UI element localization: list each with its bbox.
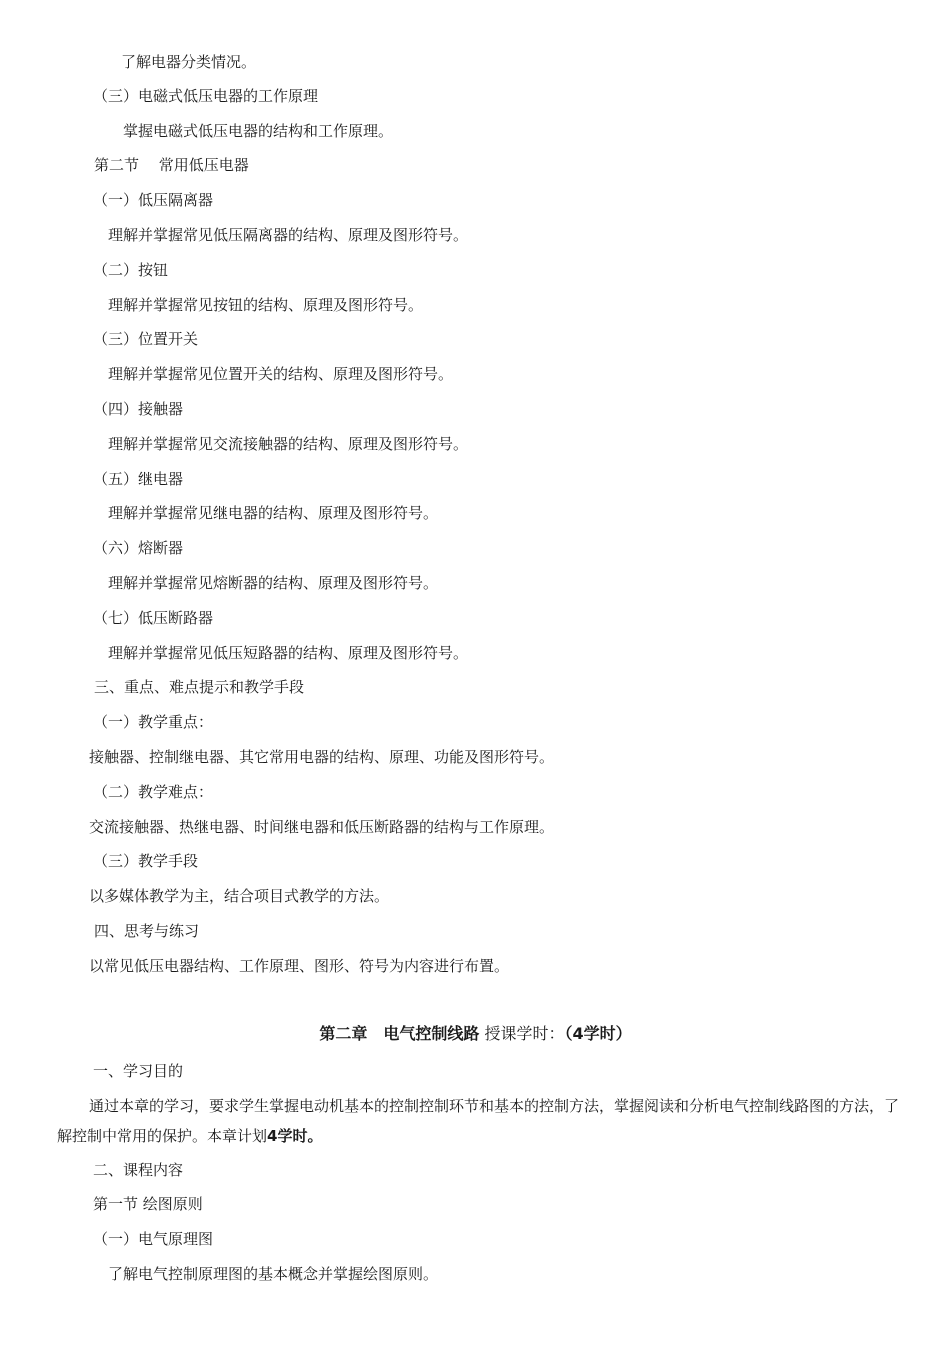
text-line: 理解并掌握常见交流接触器的结构、原理及图形符号。 — [108, 435, 469, 453]
heading-line: （七）低压断路器 — [93, 609, 214, 627]
chapter-hours-value: （4学时） — [564, 1024, 632, 1043]
section-heading: 三、重点、难点提示和教学手段 — [94, 678, 305, 696]
chapter-name: 第二章 电气控制线路 — [319, 1024, 480, 1043]
text-line: 了解电器分类情况。 — [121, 53, 257, 71]
heading-line: （三）教学手段 — [93, 852, 199, 870]
heading-line: （一）教学重点： — [93, 713, 214, 731]
text-line: 以常见低压电器结构、工作原理、图形、符号为内容进行布置。 — [89, 957, 510, 975]
section-heading: 一、学习目的 — [93, 1062, 184, 1080]
study-goal-paragraph — [57, 1091, 903, 1151]
section-heading: 第二节 常用低压电器 — [94, 156, 249, 174]
text-line: 掌握电磁式低压电器的结构和工作原理。 — [123, 122, 394, 140]
text-line: 理解并掌握常见低压短路器的结构、原理及图形符号。 — [108, 644, 469, 662]
section-heading: 四、思考与练习 — [94, 922, 200, 940]
chapter-hours-label: 授课学时： — [484, 1024, 565, 1043]
text-line: 理解并掌握常见熔断器的结构、原理及图形符号。 — [108, 574, 439, 592]
text-line: 以多媒体教学为主，结合项目式教学的方法。 — [89, 887, 390, 905]
heading-line: （五）继电器 — [93, 470, 184, 488]
text-line: 理解并掌握常见继电器的结构、原理及图形符号。 — [108, 504, 439, 522]
study-goal-text: 通过本章的学习，要求学生掌握电动机基本的控制控制环节和基本的控制方法，掌握阅读和分析电气控制线路图的方法，了解控制中常用的保护。本章计划 — [57, 1097, 900, 1145]
heading-line: （三）电磁式低压电器的工作原理 — [93, 87, 319, 105]
study-goal-hours: 4学时。 — [267, 1127, 323, 1145]
chapter-title — [0, 1022, 951, 1046]
heading-line: （二）按钮 — [93, 261, 169, 279]
text-line: 理解并掌握常见按钮的结构、原理及图形符号。 — [108, 296, 424, 314]
heading-line: （二）教学难点： — [93, 783, 214, 801]
heading-line: （一）低压隔离器 — [93, 191, 214, 209]
text-line: 理解并掌握常见低压隔离器的结构、原理及图形符号。 — [108, 226, 469, 244]
text-line: 交流接触器、热继电器、时间继电器和低压断路器的结构与工作原理。 — [89, 818, 555, 836]
text-line: 理解并掌握常见位置开关的结构、原理及图形符号。 — [108, 365, 454, 383]
section-heading: 第一节 绘图原则 — [93, 1195, 203, 1213]
text-line: 接触器、控制继电器、其它常用电器的结构、原理、功能及图形符号。 — [89, 748, 555, 766]
section-heading: 二、课程内容 — [93, 1161, 184, 1179]
heading-line: （六）熔断器 — [93, 539, 184, 557]
heading-line: （一）电气原理图 — [93, 1230, 214, 1248]
text-line: 了解电气控制原理图的基本概念并掌握绘图原则。 — [108, 1265, 439, 1283]
heading-line: （四）接触器 — [93, 400, 184, 418]
heading-line: （三）位置开关 — [93, 330, 199, 348]
